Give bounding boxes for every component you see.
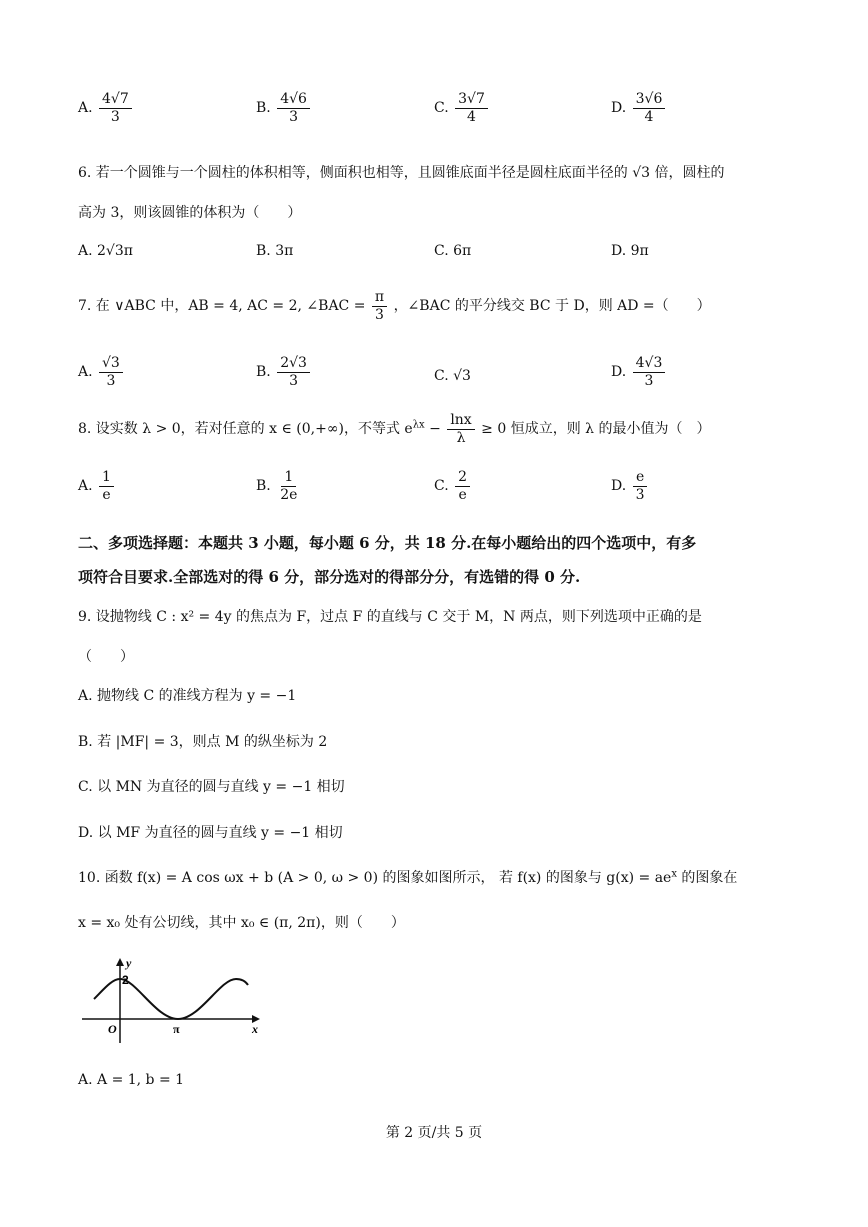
q8-stem: 8. 设实数 λ > 0，若对任意的 x ∈ (0,+∞)，不等式 $e^{\lambda x}$ − $\frac{\ln x}{\lambda}$ ≥ 0 恒成立，则 λ 的最小值为（ ）: [78, 412, 711, 446]
q10-line2: x = x₀ 处有公切线，其中 x₀ ∈ (π, 2π)，则（ ）: [78, 915, 405, 931]
cosine-curve: [94, 979, 248, 1019]
graph-x-label: x: [252, 1022, 258, 1036]
section2-line1: 二、多项选择题：本题共 3 小题，每小题 6 分，共 18 分.在每小题给出的四个选项中，有多: [78, 534, 697, 552]
q6-line1: 6. 若一个圆锥与一个圆柱的体积相等，侧面积也相等，且圆锥底面半径是圆柱底面半径的 √3 倍，圆柱的: [78, 165, 725, 181]
q9-option-c: C. 以 MN 为直径的圆与直线 y = −1 相切: [78, 779, 345, 795]
q9-line1: 9. 设抛物线 C : x² = 4y 的焦点为 F，过点 F 的直线与 C 交于 M，N 两点，则下列选项中正确的是: [78, 609, 702, 625]
graph-y-tick: 2: [122, 973, 129, 987]
q6-option-b: B. 3π: [256, 243, 294, 259]
graph-y-label: y: [126, 956, 132, 970]
q9-option-d: D. 以 MF 为直径的圆与直线 y = −1 相切: [78, 825, 343, 841]
q7-option-a: A. $\frac{√3}{3}$: [78, 356, 125, 388]
q6-option-d: D. 9π: [611, 243, 649, 259]
y-axis-arrow: [116, 958, 124, 966]
q10-line1: 10. 函数 f(x) = A cos ωx + b (A > 0, ω > 0) 的图象如图所示， 若 f(x) 的图象与 $g(x) = ae^x$ 的图象在: [78, 868, 738, 886]
graph-x-tick: π: [173, 1022, 180, 1036]
q7-option-c: C. √3: [434, 368, 471, 384]
q9-option-a: A. 抛物线 C 的准线方程为 y = −1: [78, 688, 297, 704]
q5-option-a: A. $\frac{4√7}{3}$: [78, 92, 134, 124]
q10-graph: [80, 955, 270, 1050]
q8-option-b: B. $\frac{1}{2e}$: [256, 469, 298, 503]
q7-option-d: D. $\frac{4√3}{3}$: [611, 356, 667, 388]
section2-line2: 项符合目要求.全部选对的得 6 分，部分选对的得部分分，有选错的得 0 分.: [78, 568, 581, 586]
q9-option-b: B. 若 |MF| = 3，则点 M 的纵坐标为 2: [78, 734, 328, 750]
q8-option-c: C. $\frac{2}{e}$: [434, 470, 472, 502]
q5-option-c: C. $\frac{3√7}{4}$: [434, 92, 490, 124]
q6-line2: 高为 3，则该圆锥的体积为（ ）: [78, 205, 302, 221]
q7-stem: 7. 在 ∨ABC 中，AB = 4, AC = 2, ∠BAC = $\frac{\pi}{3}$ ，∠BAC 的平分线交 BC 于 D，则 AD =（ ）: [78, 289, 711, 323]
q8-option-a: A. $\frac{1}{e}$: [78, 470, 116, 502]
q5-option-d: D. $\frac{3√6}{4}$: [611, 92, 667, 124]
q10-option-a: A. A = 1, b = 1: [78, 1072, 185, 1088]
graph-origin: O: [108, 1022, 117, 1036]
q6-option-c: C. 6π: [434, 243, 472, 259]
page-footer: 第 2 页/共 5 页: [385, 1125, 483, 1141]
q5-option-b: B. $\frac{4√6}{3}$: [256, 92, 312, 124]
q8-option-d: D. $\frac{e}{3}$: [611, 470, 650, 502]
q7-option-b: B. $\frac{2√3}{3}$: [256, 356, 312, 388]
q6-option-a: A. 2√3π: [78, 243, 133, 259]
q9-line2: （ ）: [78, 649, 134, 665]
